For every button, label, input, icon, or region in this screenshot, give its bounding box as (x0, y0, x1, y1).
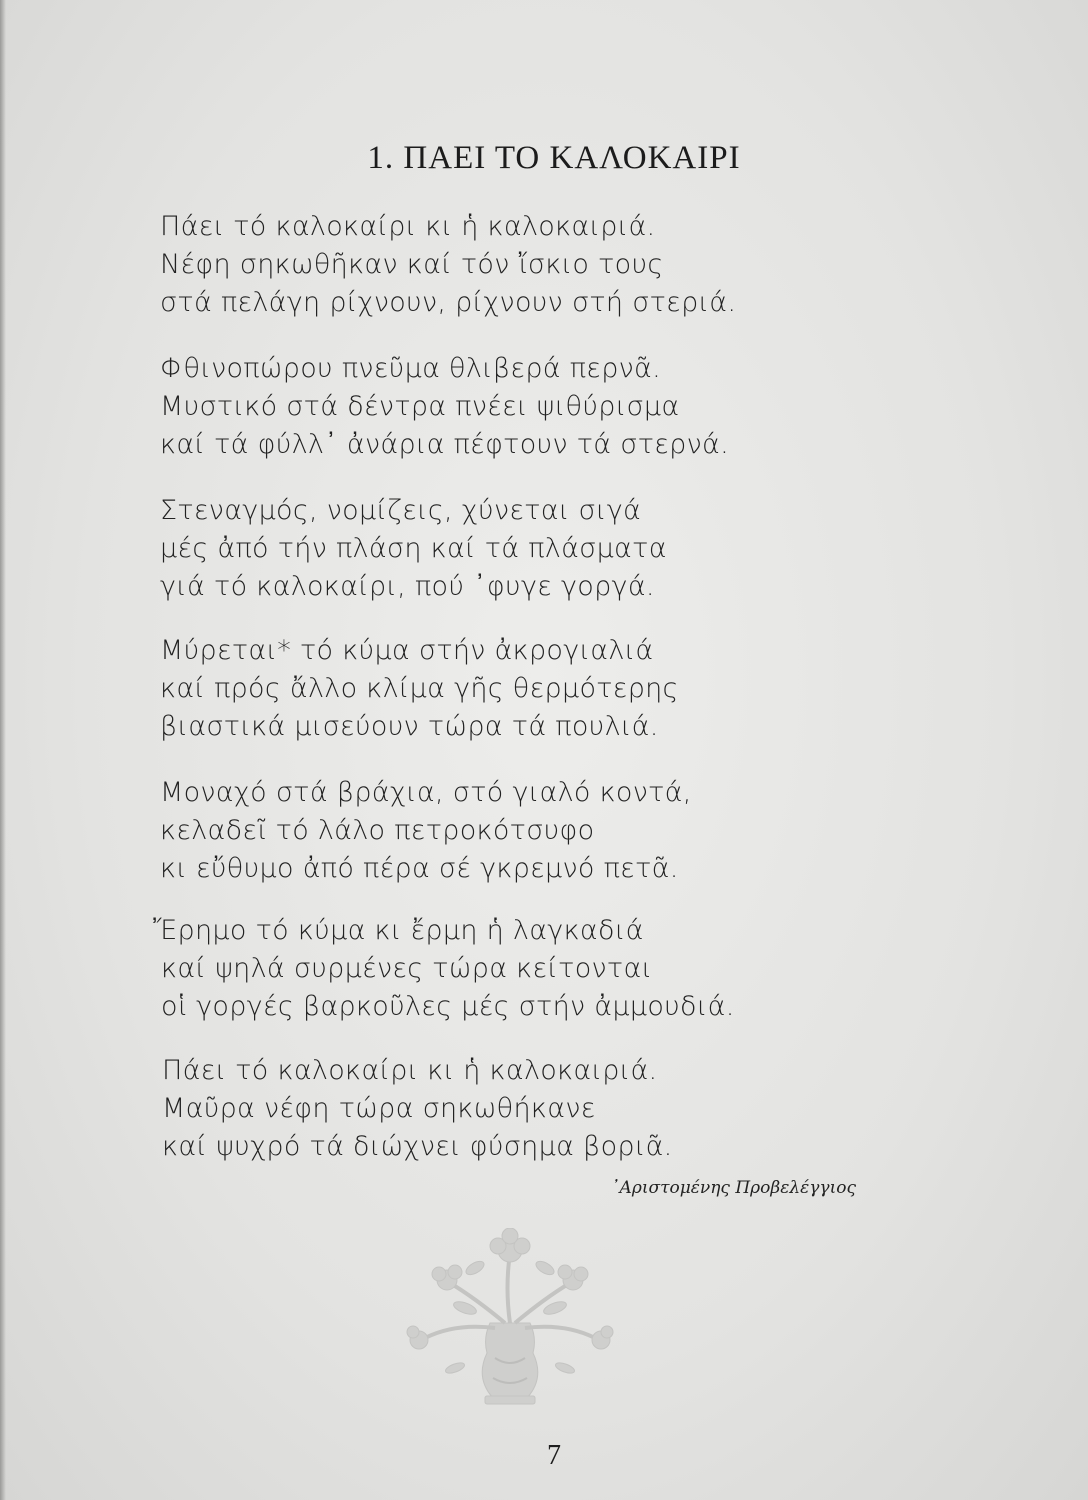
poem-line: Μύρεται* τό κύμα στήν ἀκρογιαλιά (160, 635, 654, 666)
poem-line: βιαστικά μισεύουν τώρα τά πουλιά. (160, 711, 659, 742)
stanza-4 (160, 632, 800, 746)
poem-line: Στεναγμός, νομίζεις, χύνεται σιγά (160, 495, 642, 526)
stanza-2 (160, 350, 800, 464)
poem-line: κελαδεῖ τό λάλο πετροκότσυφο (160, 815, 595, 846)
stanza-5 (160, 774, 800, 888)
poem-line: οἱ γοργές βαρκοῦλες μές στήν ἀμμουδιά. (161, 991, 735, 1022)
poem-line: Μοναχό στά βράχια, στό γιαλό κοντά, (160, 777, 692, 808)
poem-line: καί πρός ἄλλο κλίμα γῆς θερμότερης (160, 673, 679, 704)
poem-line: Νέφη σηκωθῆκαν καί τόν ἴσκιο τους (160, 249, 664, 280)
poem-line: Μαῦρα νέφη τώρα σηκωθήκανε (162, 1093, 596, 1124)
vase-icon (482, 1323, 538, 1398)
poem-line: Μυστικό στά δέντρα πνέει ψιθύρισμα (160, 391, 680, 422)
poem-line: κι εὔθυμο ἀπό πέρα σέ γκρεμνό πετᾶ. (160, 853, 679, 884)
poem-line: καί ψυχρό τά διώχνει φύσημα βοριᾶ. (162, 1131, 673, 1162)
author-signature: ᾽Αριστομένης Προβελέγγιος (611, 1178, 856, 1198)
poem-line: στά πελάγη ρίχνουν, ρίχνουν στή στεριά. (160, 287, 737, 318)
stanza-7 (162, 1052, 802, 1166)
page-number: 7 (547, 1440, 561, 1471)
poem-line: Πάει τό καλοκαίρι κι ἡ καλοκαιριά. (162, 1055, 658, 1086)
stanza-6 (153, 912, 793, 1026)
poem-line: Ἔρημο τό κύμα κι ἔρμη ἡ λαγκαδιά (153, 915, 644, 946)
poem-line: μές ἀπό τήν πλάση καί τά πλάσματα (160, 533, 667, 564)
poem-line: Φθινοπώρου πνεῦμα θλιβερά περνᾶ. (160, 353, 661, 384)
stanza-3 (160, 492, 800, 606)
poem-line: καί τά φύλλ᾽ ἀνάρια πέφτουν τά στερνά. (160, 429, 729, 460)
page-edge-shadow (0, 0, 6, 1500)
poem-title: 1. ΠΑΕΙ ΤΟ ΚΑΛΟΚΑΙΡΙ (367, 140, 741, 176)
poem-line: καί ψηλά συρμένες τώρα κείτονται (161, 953, 653, 984)
poem-line: Πάει τό καλοκαίρι κι ἡ καλοκαιριά. (160, 211, 656, 242)
flower-vase-ornament (395, 1228, 625, 1408)
stanza-1 (160, 208, 800, 322)
poem-line: γιά τό καλοκαίρι, πού ᾽φυγε γοργά. (160, 571, 655, 602)
